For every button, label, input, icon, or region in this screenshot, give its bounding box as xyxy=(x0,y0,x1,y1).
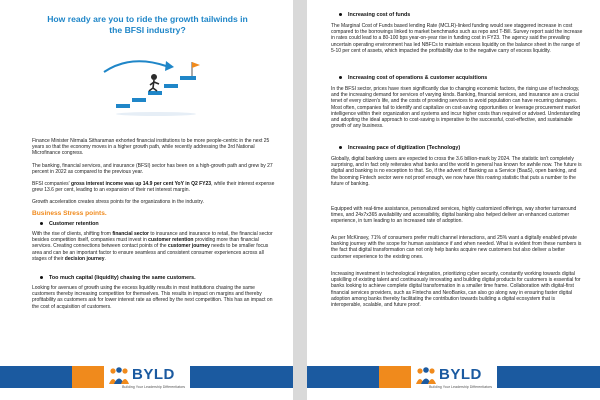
people-icon xyxy=(108,367,130,385)
bullet-label: Customer retention xyxy=(49,221,99,227)
logo-wordmark: BYLD xyxy=(439,366,482,383)
footer-bar-blue xyxy=(497,366,600,388)
page-title: How ready are you to ride the growth tailwinds in the BFSI industry? xyxy=(47,14,248,35)
footer-bar-blue xyxy=(190,366,293,388)
text-segment: With the rise of clients, shifting from xyxy=(32,231,113,237)
bullet-heading-cost-of-funds xyxy=(339,12,410,18)
text-segment: providing more than financial services. Creating connections between contact points of the xyxy=(32,237,259,250)
page-gutter xyxy=(293,0,307,400)
text-segment-bold: customer retention xyxy=(148,237,194,244)
growth-stairs-illustration xyxy=(96,44,206,120)
text-segment: BFSI companies' xyxy=(32,181,72,187)
people-icon xyxy=(415,367,437,385)
paragraph-intro: Finance Minister Nirmala Sitharaman exhorted financial institutions to be more people-centric in the next 25 years so that the economy moves in a higher growth path, while recently addressing the 3rd National Microfinance congress. xyxy=(32,138,270,157)
bullet-heading-liquidity xyxy=(40,275,196,281)
paragraph-tech-investment: Increasing investment in technological integration, prioritizing cyber security, constantly working towards digital upskilling of existing talent and continuously innovating and building digital products for customers is essential for banks looking to achieve complete digital transformation in a smaller time frame. Collaboration with digital-first financial services providers, such as Fintechs and NeoBanks, can also go along way in ensuring faster digital adoption among banks thereby facilitating the contribution towards building a digital ecosystem that is interoperable, scalable, and future proof. xyxy=(331,271,581,309)
byld-logo xyxy=(106,362,190,396)
bullet-label: Increasing cost of operations & customer acquisitions xyxy=(348,75,488,81)
logo-tagline: Building Your Leadership Differentiators xyxy=(429,385,493,389)
paragraph-retention xyxy=(32,231,278,262)
bullet-label: Too much capital (liquidity) chasing the same customers. xyxy=(49,275,196,281)
footer-bar-blue xyxy=(307,366,379,388)
text-segment-bold: customer journey xyxy=(167,243,210,250)
bullet-icon xyxy=(339,76,342,79)
page-footer xyxy=(307,356,600,400)
document-page-right xyxy=(307,0,600,400)
text-segment-bold: financial sector xyxy=(112,231,149,237)
paragraph-stress: Growth acceleration creates stress points for the organizations in the industry. xyxy=(32,199,204,205)
paragraph-income xyxy=(32,181,278,193)
bullet-icon xyxy=(40,222,43,225)
document-page-left xyxy=(0,0,293,400)
paragraph-digital-experience: Equipped with real-time assistance, personalized services, highly customized offerings, way shorter turnaround times, and 24x7x365 availability and accessibility, digital banking also helped deliver an enhanced customer experience, in turn leading to an increased rate of adoption. xyxy=(331,206,577,225)
bullet-icon xyxy=(40,276,43,279)
paragraph-cost-of-funds: The Marginal Cost of Funds based lending Rate (MCLR)-linked funding would see staggered increase in cost compared to the borrowings linked to market benchmarks such as repo and T-Bill. Survey report said the increase in rates could lead to a 80-100 bps year-on-year rise in funding cost in FY23. The agency said the prevailing uncertain operating environment has led NBFCs to maintain excess liquidity on the balance sheet in the range of 5-10 per cent of assets, which impacted the profitability due to the negative carry of excess liquidity. xyxy=(331,23,583,54)
footer-bar-orange xyxy=(379,366,411,388)
byld-logo xyxy=(413,362,497,396)
logo-tagline: Building Your Leadership Differentiators xyxy=(122,385,186,389)
footer-bar-blue xyxy=(0,366,72,388)
section-heading-stress-points: Business Stress points. xyxy=(32,210,107,217)
paragraph-mckinsey: As per McKinsey, 71% of consumers prefer multi channel interactions, and 25% want a digitally enabled private banking journey with the scope for human assistance if and when needed. What is evident from these numbers is the fact that digital transformation can not only help banks acquire new customers but also deliver a better customer experience to the existing ones. xyxy=(331,235,582,260)
bullet-heading-digitization xyxy=(339,145,460,151)
paragraph-liquidity: Looking for avenues of growth using the excess liquidity results in most institutions chasing the same customers thereby increasing competition for themselves. This results in impact on margins and thereby profitability as customers ask for lower interest rate as offered by the next competition. This has an impact on the cost of acquisition of customers. xyxy=(32,285,273,310)
bullet-heading-cost-of-operations xyxy=(339,75,487,81)
paragraph-growth: The banking, financial services, and insurance (BFSI) sector has been on a high-growth path and grew by 27 percent in 2022 as compared to the previous year. xyxy=(32,163,273,176)
page-footer xyxy=(0,356,293,400)
text-segment-bold: decision journey xyxy=(64,255,105,262)
paragraph-cost-of-operations: In the BFSI sector, prices have risen significantly due to changing economic factors, the rising use of technology, and the increasing demand for services of varying kinds. Banking, financial services, and insurance are a crucial tenet of every citizen's life, and the costs of providing services to avoid population can have recurring damages. Most often, companies fail to identify and capitalize on cost-saving opportunities or leverage procurement market intelligence within their organization and systems and incur higher costs than required or advised. Understanding and adopting the ideal approach to cost-saving is imperative to the successful, cost-effective, and sustainable growth of any business. xyxy=(331,86,581,130)
text-segment: , while their interest expense grew 13.6 per cent, leading to an expansion of their net interest margin. xyxy=(32,181,275,194)
bullet-label: Increasing pace of digitization (Technology) xyxy=(348,145,461,151)
paragraph-digital-users: Globally, digital banking users are expected to cross the 3.6 billion-mark by 2024. The statistic isn't completely surprising, and in fact only reiterates what banks and the world in general has known for awhile now. The future is digital and banking is no exception to that. So, if the advent of Banking as a Service (BaaS), open banking, and the booming Fintech sector were not proof enough, we now have this roaring statistic that puts a number to the future of banking. xyxy=(331,156,582,187)
bullet-icon xyxy=(339,13,342,16)
text-segment: to insurance and insurance to retail, the financial sector besides competition itself, companies must invest in xyxy=(32,231,273,244)
bullet-icon xyxy=(339,146,342,149)
bullet-label: Increasing cost of funds xyxy=(348,12,411,18)
text-segment: . xyxy=(104,255,106,262)
bullet-heading-customer-retention xyxy=(40,221,99,227)
logo-wordmark: BYLD xyxy=(132,366,175,383)
text-segment: needs to be smaller focus area and can be an important factor to ensure seamless and consistent consumer experiences across all stages of their xyxy=(32,243,269,262)
footer-bar-orange xyxy=(72,366,104,388)
text-segment-bold: gross interest income was up 14.9 per cent YoY in Q2 FY23 xyxy=(71,181,212,187)
